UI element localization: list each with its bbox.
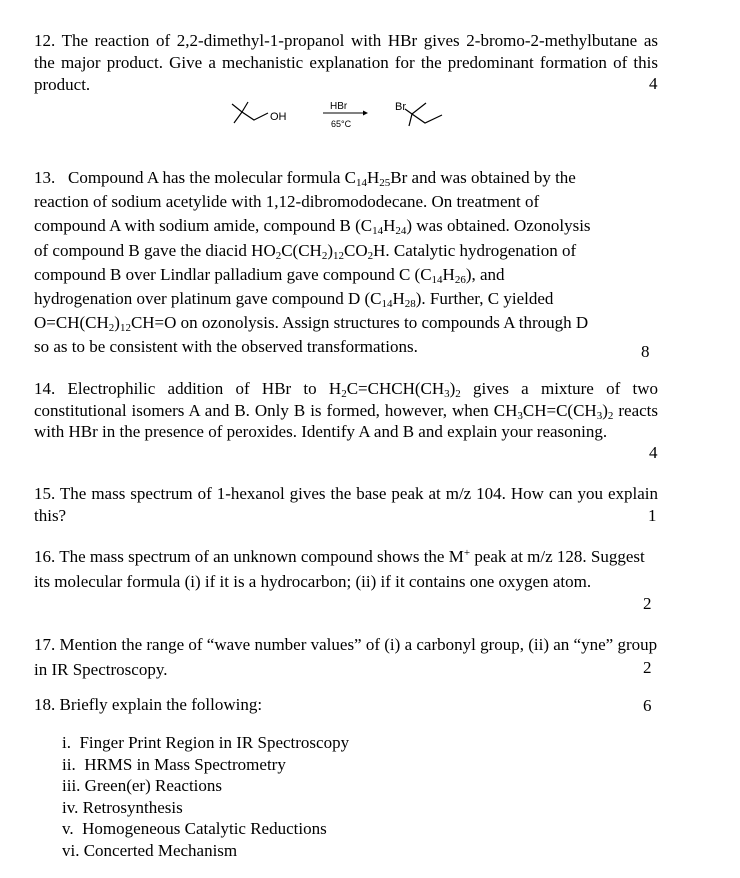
marks-17: 2 — [643, 658, 652, 677]
question-16 — [34, 544, 658, 594]
list-item: iv. Retrosynthesis — [62, 797, 183, 817]
reactant-structure — [232, 102, 268, 123]
reaction-scheme — [225, 96, 475, 144]
q13-line-4: of compound B gave the diacid $HO_2C(CH_2)_{12}CO_2H$. Catalytic hydrogenation of — [34, 240, 577, 262]
arrow-head — [363, 111, 368, 116]
superscript: + — [463, 547, 471, 559]
question-13 — [34, 166, 658, 360]
question-17 — [34, 632, 658, 682]
q18-items — [62, 732, 349, 862]
question-text: Mention the range of “wave number values” of (i) a carbonyl group, (ii) an “yne” group in IR Spectroscopy. — [34, 635, 658, 679]
question-number: 14. — [34, 379, 56, 398]
list-item: vi. Concerted Mechanism — [62, 840, 238, 860]
list-item: v. Homogeneous Catalytic Reductions — [62, 819, 327, 839]
marks-12: 4 — [649, 74, 658, 93]
oh-label: OH — [270, 111, 287, 123]
marks-13: 8 — [641, 342, 650, 361]
question-text: Briefly explain the following: — [59, 695, 263, 714]
question-number: 15. — [34, 484, 56, 503]
marks-18: 6 — [643, 696, 652, 715]
reagent-label: HBr — [330, 101, 348, 112]
question-text: The reaction of 2,2-dimethyl-1-propanol with HBr gives 2-bromo-2-methylbutane as the major product. Give a mechanistic explanation for the predominant formation of this product. — [34, 31, 658, 94]
q13-line-5: compound B over Lindlar palladium gave compound C $(C_{14}H_{26})$, and — [34, 264, 505, 286]
condition-label: 65°C — [331, 119, 352, 129]
question-number: 12. — [34, 31, 56, 50]
question-14: 14. Electrophilic addition of HBr to $H_2C=CHCH(CH_3)_2$ gives a mixture of two constitutional isomers A and B. Only B is formed, however, when $CH_3CH=C(CH_3)_2$ reacts with HBr in the presence of peroxides. Identify A and B and explain your reasoning. — [34, 379, 658, 441]
marks-16: 2 — [643, 594, 652, 613]
question-18 — [34, 694, 658, 716]
question-12 — [34, 30, 658, 96]
question-number: 17. — [34, 635, 56, 654]
question-number: 16. — [34, 547, 56, 566]
product-structure — [405, 103, 442, 126]
q13-line-1: 13. Compound A has the molecular formula $C_{14}H_{25}Br$ and was obtained by the — [34, 168, 576, 189]
list-item: ii. HRMS in Mass Spectrometry — [62, 754, 286, 774]
q13-line-8: so as to be consistent with the observed transformations. — [34, 337, 418, 357]
question-number: 13. — [34, 168, 56, 187]
br-label: Br — [395, 101, 406, 113]
list-item: iii. Green(er) Reactions — [62, 776, 223, 796]
question-text-b: peak at m/z 128. Suggest its molecular formula (i) if it is a hydrocarbon; (ii) if it contains one oxygen atom. — [34, 547, 645, 591]
q13-line-6: hydrogenation over platinum gave compound D $(C_{14}H_{28})$. Further, C yielded — [34, 289, 554, 311]
list-item: i. Finger Print Region in IR Spectroscopy — [62, 733, 350, 752]
q13-line-2: reaction of sodium acetylide with 1,12-dibromododecane. On treatment of — [34, 192, 540, 212]
question-15 — [34, 483, 658, 526]
q13-line-7: $O=CH(CH_2)_{12}CH=O$ on ozonolysis. Assign structures to compounds A through D — [34, 313, 589, 335]
question-text: The mass spectrum of 1-hexanol gives the base peak at m/z 104. How can you explain this? — [34, 484, 658, 525]
question-text-a: The mass spectrum of an unknown compound shows the M — [59, 547, 464, 566]
q13-line-3: compound A with sodium amide, compound B $(C_{14}H_{24})$ was obtained. Ozonolysis — [34, 216, 591, 238]
marks-14: 4 — [649, 443, 658, 462]
marks-15: 1 — [648, 506, 657, 525]
question-number: 18. — [34, 695, 56, 714]
